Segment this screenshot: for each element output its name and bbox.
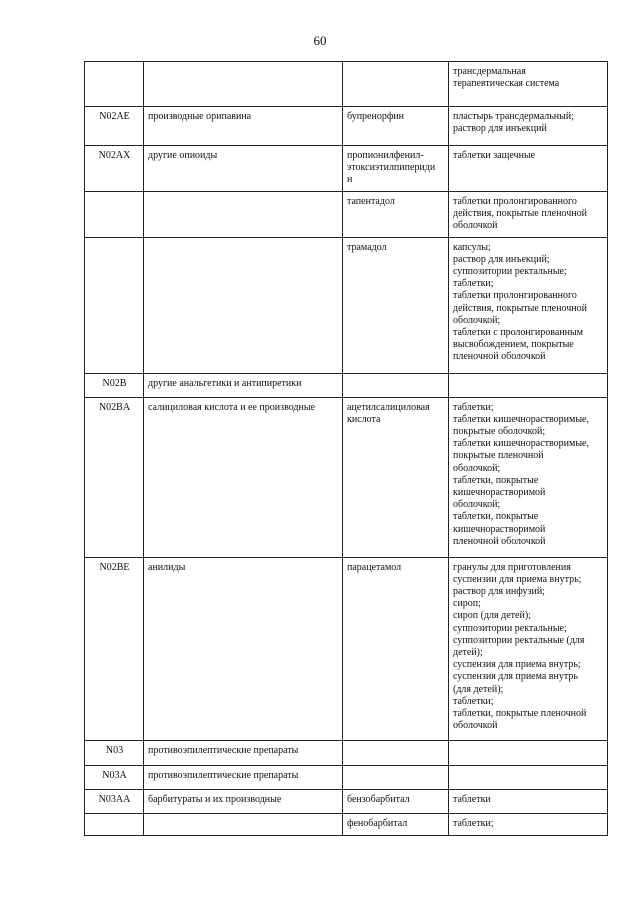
- dosage-form-line: трансдермальная: [453, 66, 526, 77]
- dosage-form-line: пластырь трансдермальный;: [453, 111, 575, 122]
- atc-code-cell: N03: [85, 740, 144, 765]
- dosage-form-line: таблетки кишечнорастворимые,: [453, 438, 589, 450]
- table-row: [85, 146, 608, 192]
- dosage-form-line: таблетки;: [453, 695, 494, 707]
- medicine-name-cell: [343, 789, 449, 813]
- table-row: [85, 191, 608, 237]
- dosage-form-line: сироп;: [453, 598, 481, 610]
- medicine-name-cell: [343, 765, 449, 789]
- dosage-form-line: покрытые пленочной: [453, 450, 544, 462]
- medicine-name-cell: [343, 237, 449, 373]
- medicine-name-cell: [343, 557, 449, 740]
- medicine-name-line: н: [347, 174, 353, 186]
- dosage-form-line: (для детей);: [453, 683, 504, 695]
- drug-table: [84, 61, 608, 836]
- medicine-name-line: парацетамол: [347, 561, 402, 573]
- anatomical-group-cell: [144, 237, 343, 373]
- medicine-name-line: фенобарбитал: [347, 817, 408, 829]
- dosage-form-line: таблетки;: [453, 278, 494, 290]
- dosage-form-line: таблетки;: [453, 817, 494, 829]
- dosage-form-line: суспензии для приема внутрь;: [453, 573, 582, 585]
- dosage-form-line: сироп (для детей);: [453, 610, 531, 622]
- medicine-name-line: пропионилфенил-: [347, 150, 424, 161]
- dosage-form-line: таблетки, покрытые пленочной: [453, 708, 587, 720]
- atc-code-cell: [85, 191, 144, 237]
- dosage-form-line: раствор для инъекций;: [453, 253, 550, 265]
- page-number: 60: [313, 33, 327, 48]
- medicine-name-line: трамадол: [347, 241, 387, 253]
- dosage-form-cell: [449, 191, 608, 237]
- dosage-form-cell: [449, 107, 608, 146]
- dosage-form-cell: [449, 557, 608, 740]
- dosage-form-line: таблетки: [453, 793, 491, 805]
- anatomical-group-cell: [144, 62, 343, 107]
- table-row: [85, 62, 608, 107]
- medicine-name-cell: [343, 107, 449, 146]
- dosage-form-cell: [449, 789, 608, 813]
- medicine-name-cell: [343, 62, 449, 107]
- dosage-form-line: оболочкой;: [453, 314, 501, 326]
- table-row: [85, 373, 608, 397]
- dosage-form-line: действия, покрытые пленочной: [453, 207, 587, 219]
- dosage-form-line: кишечнорастворимой: [453, 487, 546, 499]
- medicine-name-line: тапентадол: [347, 195, 395, 207]
- dosage-form-line: таблетки пролонгированного: [453, 290, 577, 302]
- dosage-form-line: суппозитории ректальные (для: [453, 634, 585, 646]
- anatomical-group-cell: производные орипавина: [144, 107, 343, 146]
- medicine-name-line: бупренорфин: [347, 111, 405, 122]
- atc-code-cell: N02BA: [85, 397, 144, 557]
- atc-code-cell: N02AX: [85, 146, 144, 192]
- dosage-form-line: оболочкой: [453, 720, 498, 732]
- dosage-form-line: таблетки;: [453, 401, 494, 413]
- dosage-form-line: раствор для инфузий;: [453, 586, 545, 598]
- table-body: [85, 62, 608, 836]
- dosage-form-line: таблетки защечные: [453, 150, 536, 161]
- dosage-form-cell: [449, 146, 608, 192]
- atc-code-cell: N03AA: [85, 789, 144, 813]
- dosage-form-line: высвобождением, покрытые: [453, 339, 574, 351]
- dosage-form-line: таблетки кишечнорастворимые,: [453, 413, 589, 425]
- atc-code-cell: N02B: [85, 373, 144, 397]
- dosage-form-line: суппозитории ректальные;: [453, 622, 567, 634]
- dosage-form-cell: [449, 62, 608, 107]
- dosage-form-line: кишечнорастворимой: [453, 523, 546, 535]
- dosage-form-cell: [449, 813, 608, 835]
- dosage-form-line: суппозитории ректальные;: [453, 266, 567, 278]
- dosage-form-line: терапевтическая система: [453, 78, 560, 90]
- dosage-form-line: оболочкой;: [453, 499, 501, 511]
- dosage-form-cell: [449, 373, 608, 397]
- table-row: [85, 107, 608, 146]
- medicine-name-cell: [343, 740, 449, 765]
- medicine-name-line: бензобарбитал: [347, 793, 410, 805]
- table-row: [85, 557, 608, 740]
- table-row: [85, 813, 608, 835]
- dosage-form-line: таблетки с пролонгированным: [453, 327, 584, 339]
- medicine-name-cell: [343, 397, 449, 557]
- anatomical-group-cell: [144, 191, 343, 237]
- dosage-form-line: суспензия для приема внутрь;: [453, 659, 581, 671]
- medicine-name-line: ацетилсалициловая: [347, 401, 430, 413]
- table-row: [85, 789, 608, 813]
- dosage-form-line: детей);: [453, 647, 483, 659]
- anatomical-group-cell: другие анальгетики и антипиретики: [144, 373, 343, 397]
- anatomical-group-cell: барбитураты и их производные: [144, 789, 343, 813]
- anatomical-group-cell: анилиды: [144, 557, 343, 740]
- dosage-form-line: пленочной оболочкой: [453, 351, 546, 363]
- dosage-form-line: гранулы для приготовления: [453, 561, 571, 573]
- dosage-form-line: таблетки пролонгированного: [453, 195, 577, 207]
- atc-code-cell: N02AE: [85, 107, 144, 146]
- dosage-form-line: покрытые оболочкой;: [453, 426, 546, 438]
- anatomical-group-cell: противоэпилептические препараты: [144, 740, 343, 765]
- anatomical-group-cell: салициловая кислота и ее производные: [144, 397, 343, 557]
- dosage-form-line: оболочкой;: [453, 462, 501, 474]
- table-row: [85, 397, 608, 557]
- table-row: [85, 740, 608, 765]
- dosage-form-line: капсулы;: [453, 241, 491, 253]
- atc-code-cell: N02BE: [85, 557, 144, 740]
- atc-code-cell: [85, 813, 144, 835]
- dosage-form-cell: [449, 397, 608, 557]
- anatomical-group-cell: другие опиоиды: [144, 146, 343, 192]
- table-row: [85, 237, 608, 373]
- atc-code-cell: N03A: [85, 765, 144, 789]
- dosage-form-cell: [449, 740, 608, 765]
- dosage-form-line: суспензия для приема внутрь: [453, 671, 578, 683]
- medicine-name-cell: [343, 191, 449, 237]
- dosage-form-line: таблетки, покрытые: [453, 474, 539, 486]
- medicine-name-line: кислота: [347, 413, 381, 425]
- medicine-name-line: этоксиэтилпипериди: [347, 162, 436, 174]
- dosage-form-cell: [449, 237, 608, 373]
- dosage-form-line: раствор для инъекций: [453, 123, 547, 135]
- anatomical-group-cell: противоэпилептические препараты: [144, 765, 343, 789]
- dosage-form-line: пленочной оболочкой: [453, 535, 546, 547]
- dosage-form-line: оболочкой: [453, 220, 498, 232]
- medicine-name-cell: [343, 146, 449, 192]
- anatomical-group-cell: [144, 813, 343, 835]
- dosage-form-cell: [449, 765, 608, 789]
- table-row: [85, 765, 608, 789]
- medicine-name-cell: [343, 813, 449, 835]
- medicine-name-cell: [343, 373, 449, 397]
- atc-code-cell: [85, 237, 144, 373]
- atc-code-cell: [85, 62, 144, 107]
- dosage-form-line: таблетки, покрытые: [453, 511, 539, 523]
- dosage-form-line: действия, покрытые пленочной: [453, 302, 587, 314]
